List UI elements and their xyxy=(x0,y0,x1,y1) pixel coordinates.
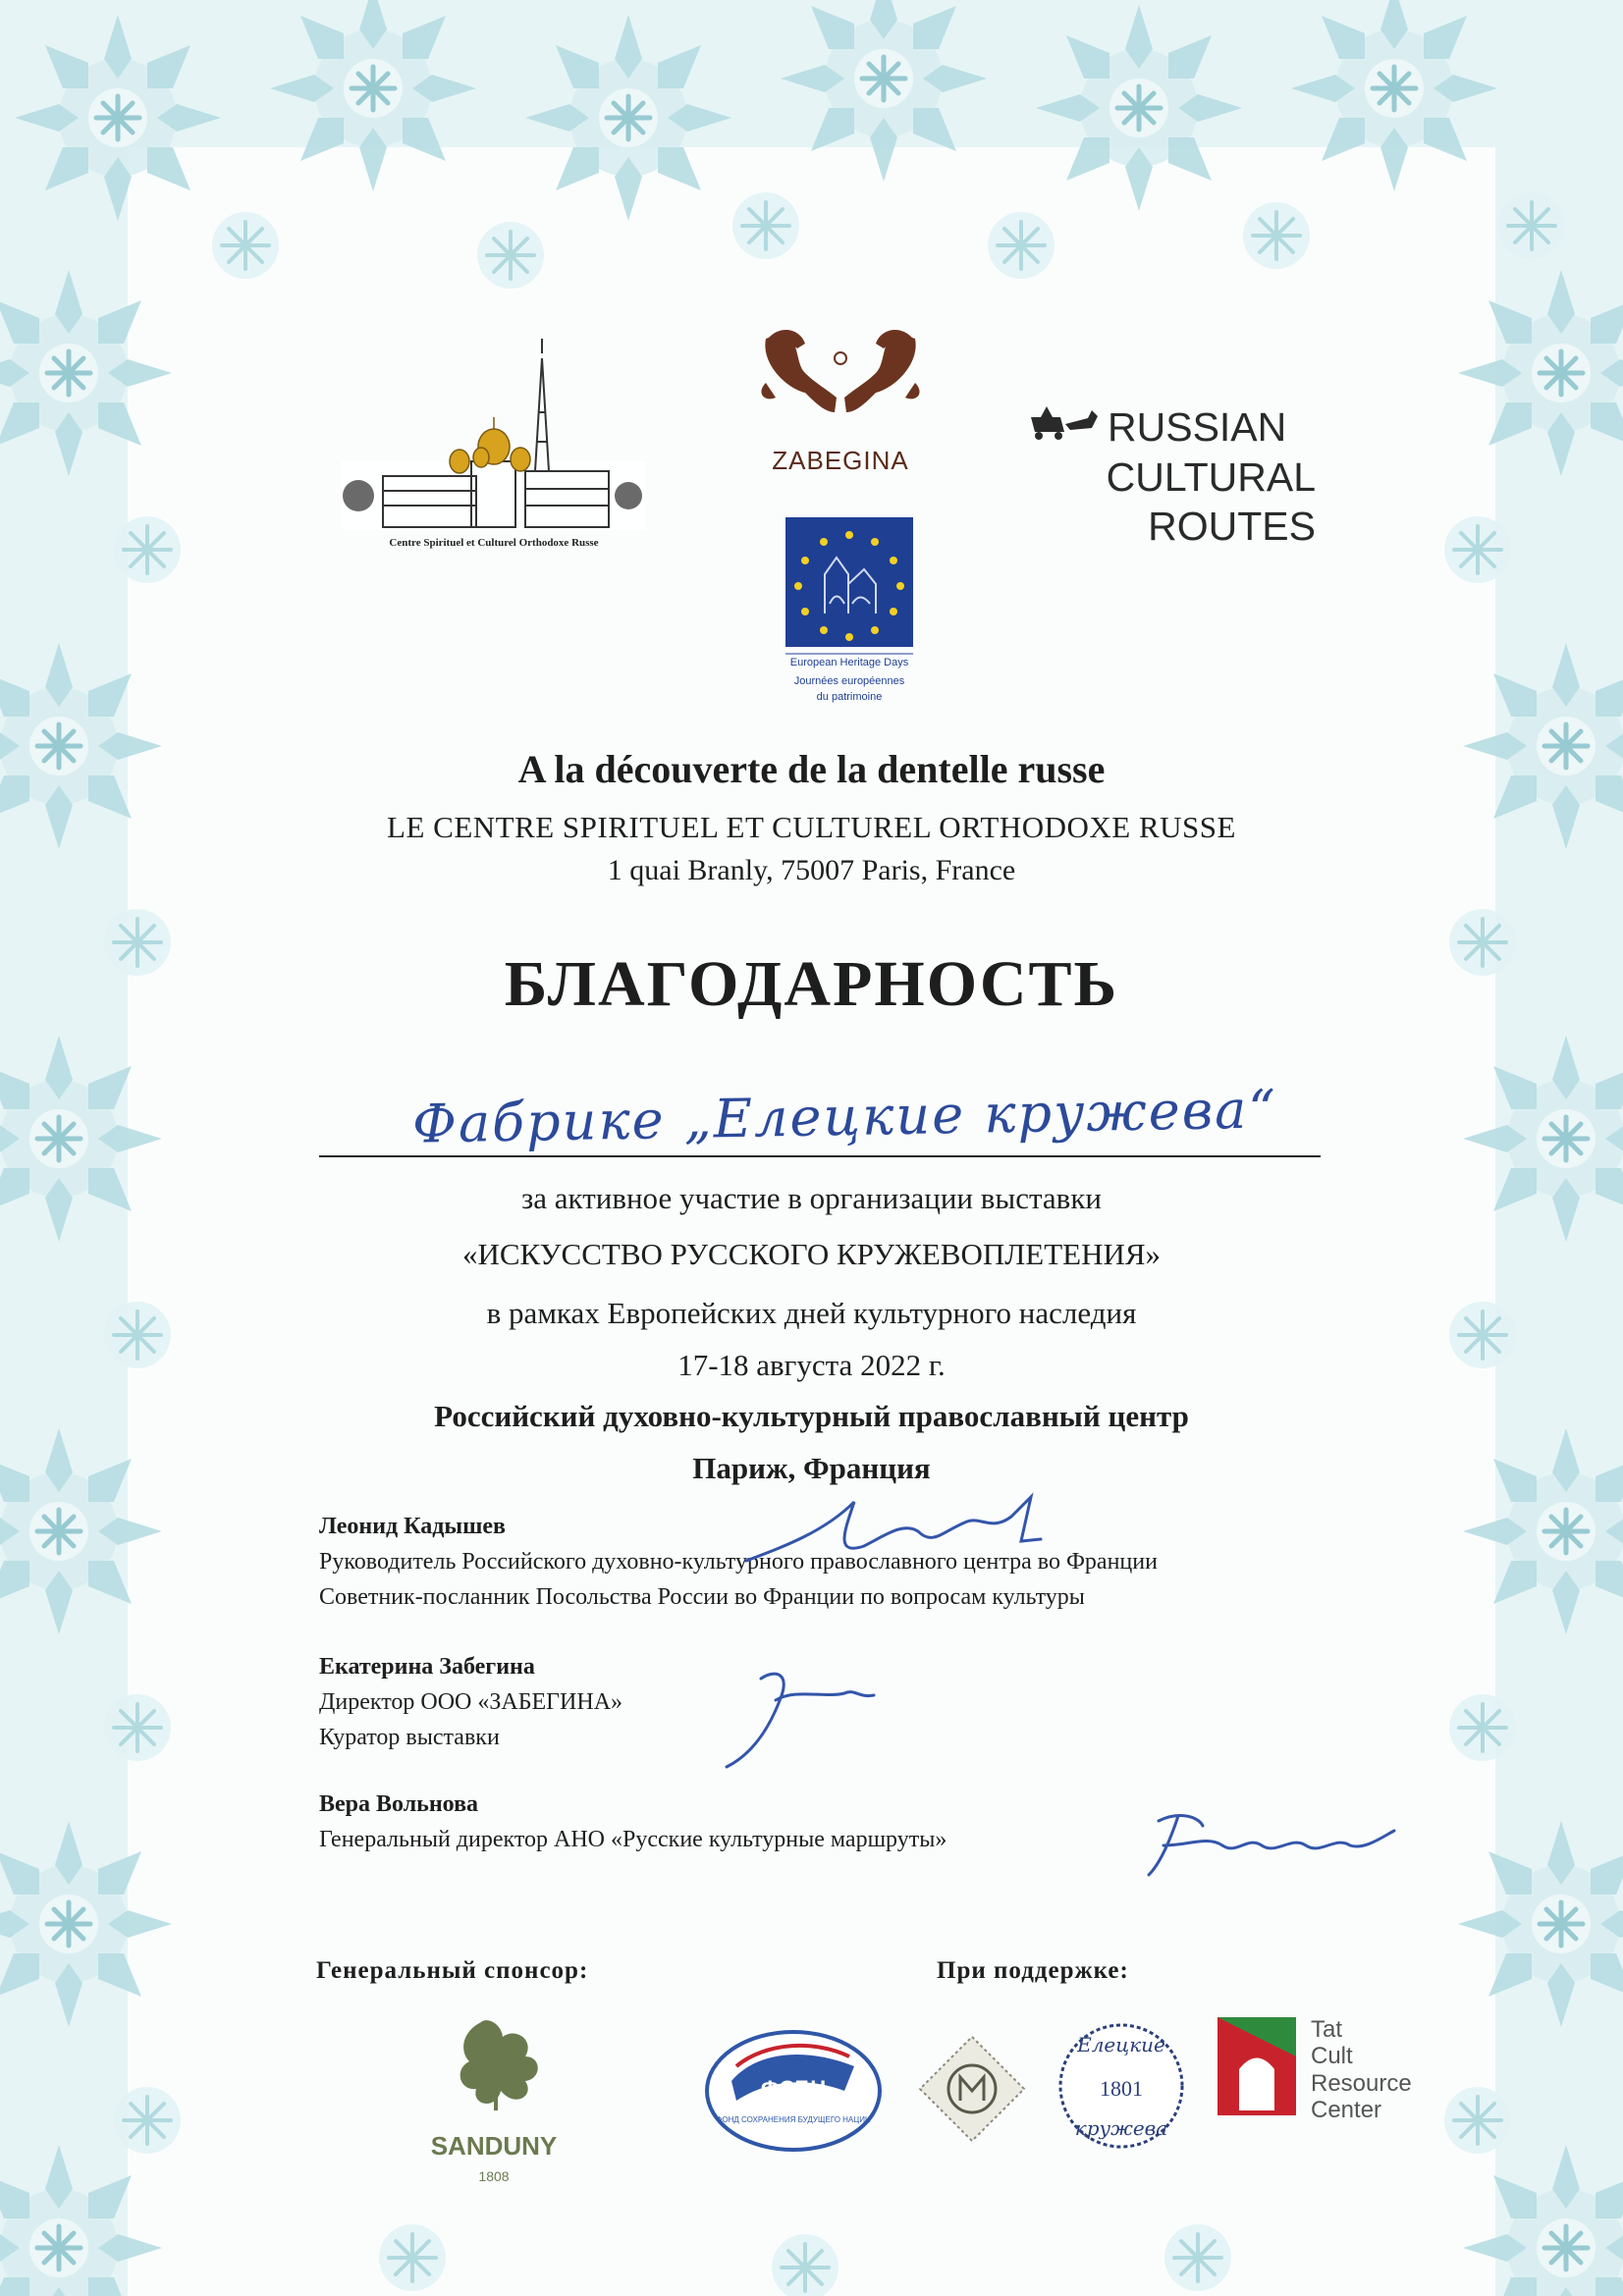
document-title: БЛАГОДАРНОСТЬ xyxy=(504,948,1119,1020)
fsbn-logo xyxy=(707,2032,880,2150)
signatory-3-position-1: Генеральный директор АНО «Русские культурные маршруты» xyxy=(319,1827,947,1852)
ehd-caption-fr-1: Journées européennes xyxy=(793,675,905,687)
sponsor-logos xyxy=(0,2002,1623,2228)
body-line-4: 17-18 августа 2022 г. xyxy=(677,1348,946,1382)
tat-line3: Resource xyxy=(1311,2070,1412,2097)
tat-line4: Center xyxy=(1311,2097,1382,2123)
header-logos xyxy=(0,0,1623,746)
signatory-2-position-1: Директор ООО «ЗАБЕГИНА» xyxy=(319,1689,623,1715)
sanduny-logo xyxy=(431,2020,558,2184)
centre-spirituel-logo xyxy=(342,339,646,549)
sanduny-name: SANDUNY xyxy=(430,2131,558,2161)
fsbn-abbr: ФСБН xyxy=(760,2076,827,2101)
tat-line1: Tat xyxy=(1311,2016,1343,2043)
yelets-text-bottom: кружева xyxy=(1074,2116,1168,2140)
signatory-2 xyxy=(319,1649,622,1755)
european-heritage-days-logo xyxy=(785,517,913,703)
signatory-3-name: Вера Вольнова xyxy=(319,1791,479,1817)
ehd-caption-en: European Heritage Days xyxy=(789,657,909,668)
centre-logo-caption: Centre Spirituel et Culturel Orthodoxe Russe xyxy=(389,537,599,549)
event-title-fr: A la découverte de la dentelle russe xyxy=(517,747,1106,791)
tat-line2: Cult xyxy=(1311,2043,1353,2069)
centre-address: 1 quai Branly, 75007 Paris, France xyxy=(607,854,1016,886)
support-label: При поддержке: xyxy=(937,1957,1129,1984)
body-line-3: в рамках Европейских дней культурного наследия xyxy=(486,1296,1137,1330)
body-line-1: за активное участие в организации выставки xyxy=(521,1181,1102,1215)
recipient-handwritten: Фабрике „Елецкие кружева“ xyxy=(411,1078,1278,1155)
body-line-2: «ИСКУССТВО РУССКОГО КРУЖЕВОПЛЕТЕНИЯ» xyxy=(461,1237,1162,1271)
rcr-logo-line2: CULTURAL xyxy=(1106,454,1316,500)
yelets-lace-logo xyxy=(1060,2025,1182,2147)
russian-cultural-routes-logo xyxy=(1031,404,1316,549)
ehd-caption-fr-2: du patrimoine xyxy=(816,691,883,703)
yelets-year: 1801 xyxy=(1100,2076,1143,2101)
zabegina-logo xyxy=(761,330,919,475)
signatory-2-name: Екатерина Забегина xyxy=(319,1654,535,1680)
recipient-underline xyxy=(319,1155,1321,1157)
signatory-1 xyxy=(319,1509,1158,1615)
troika-icon xyxy=(1031,406,1098,440)
yelets-text-top: Елецкие xyxy=(1077,2033,1165,2056)
centre-name: LE CENTRE SPIRITUEL ET CULTUREL ORTHODOXE RUSSE xyxy=(387,810,1236,844)
tat-cult-logo xyxy=(1217,2016,1412,2123)
zabegina-logo-text: ZABEGINA xyxy=(772,446,909,475)
signatory-1-position-2: Советник-посланник Посольства России во Франции по вопросам культуры xyxy=(319,1584,1085,1610)
body-line-6: Париж, Франция xyxy=(692,1451,931,1485)
signatory-2-position-2: Куратор выставки xyxy=(319,1725,500,1750)
rcr-logo-line3: ROUTES xyxy=(1148,504,1316,549)
body-line-5: Российский духовно-культурный православный центр xyxy=(434,1399,1189,1433)
signatory-3 xyxy=(319,1787,947,1857)
general-sponsor-label: Генеральный спонсор: xyxy=(316,1957,589,1984)
lace-diamond-logo xyxy=(920,2037,1024,2141)
rcr-logo-line1: RUSSIAN xyxy=(1108,404,1287,450)
signatory-1-name: Леонид Кадышев xyxy=(319,1514,507,1539)
signatory-1-position-1: Руководитель Российского духовно-культурного православного центра во Франции xyxy=(319,1549,1158,1575)
sanduny-year: 1808 xyxy=(478,2168,510,2184)
fsbn-full-name: ФОНД СОХРАНЕНИЯ БУДУЩЕГО НАЦИИ xyxy=(716,2115,871,2124)
